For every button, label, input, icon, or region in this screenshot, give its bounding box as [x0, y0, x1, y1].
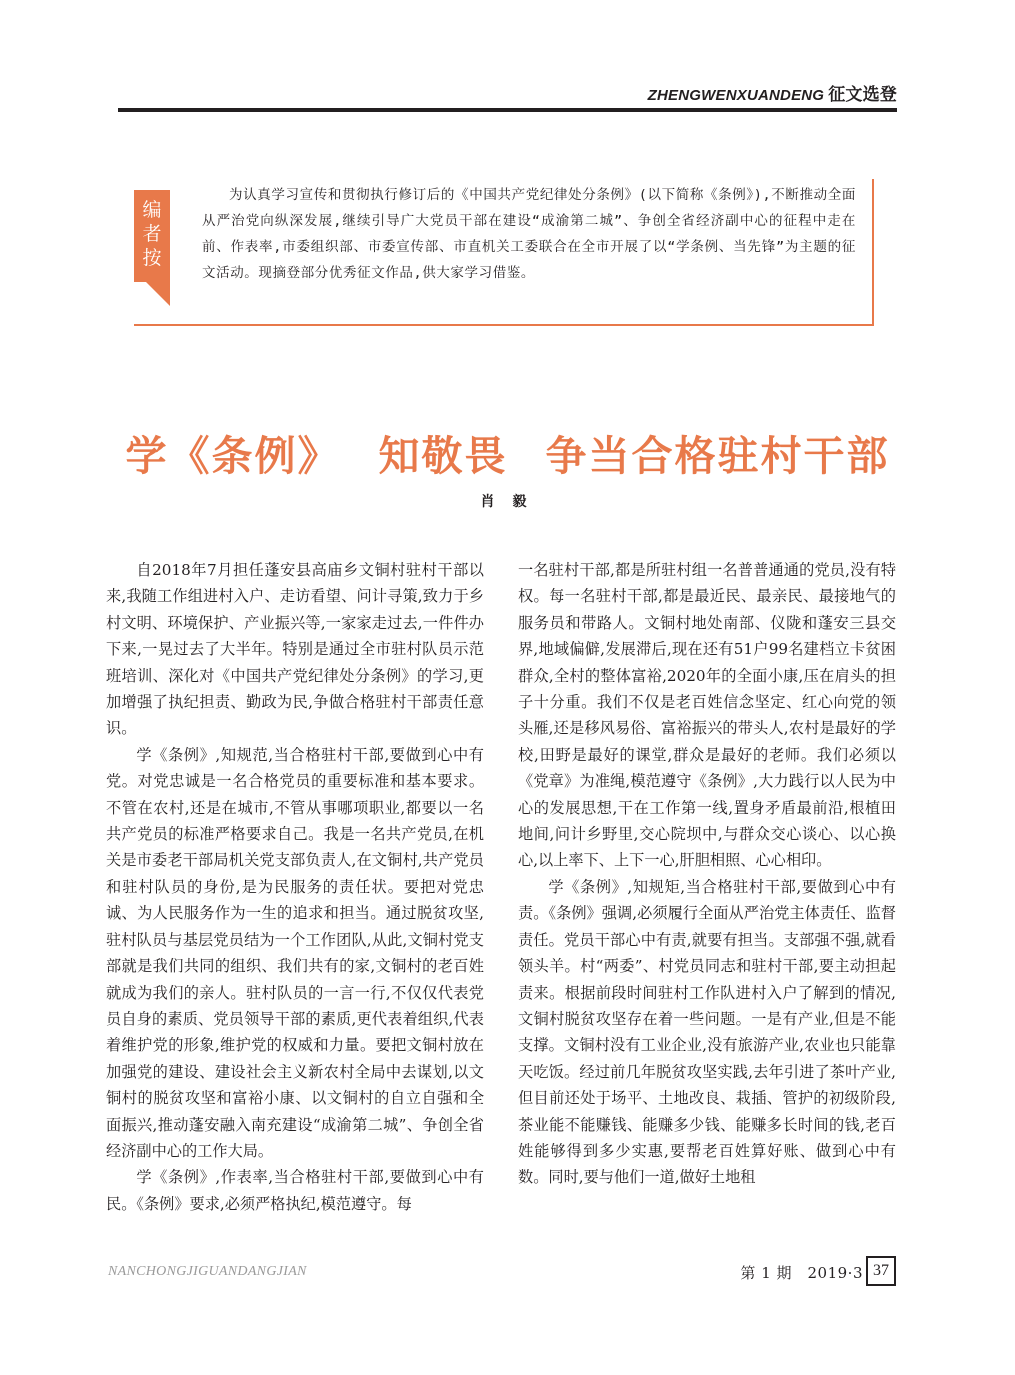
running-header	[648, 80, 897, 105]
editor-note-tag-corner	[146, 282, 170, 306]
editor-note-tag	[134, 190, 170, 282]
article-title-part: 知敬畏	[378, 432, 508, 480]
body-column-right	[518, 557, 896, 1191]
body-paragraph: 学《条例》,作表率,当合格驻村干部,要做到心中有民。《条例》要求,必须严格执纪,模范遵守。每	[106, 1168, 484, 1213]
editor-note-tag-char: 编	[142, 199, 162, 221]
article-title	[0, 423, 1015, 482]
body-paragraph: 学《条例》,知规范,当合格驻村干部,要做到心中有党。对党忠诚是一名合格党员的重要标准和基本要求。不管在农村,还是在城市,不管从事哪项职业,都要以一名共产党员的标准严格要求自己。我是一名共产党员,在机关是市委老干部局机关党支部负责人,在文铜村,共产党员和驻村队员的身份,是为民服务的责任状。要把对党忠诚、为人民服务作为一生的追求和担当。通过脱贫攻坚,驻村队员与基层党员结为一个工作团队,从此,文铜村党支部就是我们共同的组织、我们共有的家,文铜村的老百姓就成为我们的亲人。驻村队员的一言一行,不仅仅代表党员自身的素质、党员领导干部的素质,更代表着组织,代表着维护党的形象,维护党的权威和力量。要把文铜村放在加强党的建设、建设社会主义新农村全局中去谋划,以文铜村的脱贫攻坚和富裕小康、以文铜村的自立自强和全面振兴,推动蓬安融入南充建设“成渝第二城”、争创全省经济副中心的工作大局。	[106, 745, 484, 1160]
body-paragraph-continued: 一名驻村干部,都是所驻村组一名普普通通的党员,没有特权。每一名驻村干部,都是最近民、最亲民、最接地气的服务员和带路人。文铜村地处南部、仪陇和蓬安三县交界,地域偏僻,发展滞后,现在还有51户99名建档立卡贫困群众,全村的整体富裕,2020年的全面小康,压在肩头的担子十分重。我们不仅是老百姓信念坚定、红心向党的领头雁,还是移风易俗、富裕振兴的带头人,农村是最好的学校,田野是最好的课堂,群众是最好的老师。我们必须以《党章》为准绳,模范遵守《条例》,大力践行以人民为中心的发展思想,干在工作第一线,置身矛盾最前沿,根植田地间,问计乡野里,交心院坝中,与群众交心谈心、以心换心,以上率下、上下一心,肝胆相照、心心相印。	[518, 561, 896, 870]
running-header-cn: 征文选登	[828, 85, 897, 104]
page-number: 37	[866, 1256, 896, 1286]
header-rule	[118, 108, 897, 112]
body-column-left	[106, 557, 484, 1217]
editor-note-tag-char: 者	[142, 223, 162, 245]
editor-note-text: 为认真学习宣传和贯彻执行修订后的《中国共产党纪律处分条例》(以下简称《条例》),不断推动全面从严治党向纵深发展,继续引导广大党员干部在建设“成渝第二城”、争创全省经济副中心的征程中走在前、作表率,市委组织部、市委宣传部、市直机关工委联合在全市开展了以“学条例、当先锋”为主题的征文活动。现摘登部分优秀征文作品,供大家学习借鉴。	[202, 187, 856, 281]
editor-note-tag-char: 按	[142, 247, 162, 269]
running-header-latin: ZHENGWENXUANDENG	[647, 87, 825, 104]
footer-issue: 第 1 期 2019·3	[740, 1264, 863, 1282]
article-author: 肖毅	[480, 494, 545, 510]
body-paragraph: 自2018年7月担任蓬安县高庙乡文铜村驻村干部以来,我随工作组进村入户、走访看望、问计寻策,致力于乡村文明、环境保护、产业振兴等,一家家走过去,一件件办下来,一晃过去了大半年。特别是通过全市驻村队员示范班培训、深化对《中国共产党纪律处分条例》的学习,更加增强了执纪担责、勤政为民,争做合格驻村干部责任意识。	[106, 561, 484, 738]
article-title-part: 学《条例》	[125, 432, 341, 480]
article-title-part: 争当合格驻村干部	[545, 432, 890, 480]
body-paragraph: 学《条例》,知规矩,当合格驻村干部,要做到心中有责。《条例》强调,必须履行全面从严治党主体责任、监督责任。党员干部心中有责,就要有担当。支部强不强,就看领头羊。村“两委”、村党员同志和驻村干部,要主动担起责来。根据前段时间驻村工作队进村入户了解到的情况,文铜村脱贫攻坚存在着一些问题。一是有产业,但是不能支撑。文铜村没有工业企业,没有旅游产业,农业也只能靠天吃饭。经过前几年脱贫攻坚实践,去年引进了茶叶产业,但目前还处于场平、土地改良、栽插、管护的初级阶段,茶业能不能赚钱、能赚多少钱、能赚多长时间的钱,老百姓能够得到多少实惠,要帮老百姓算好账、做到心中有数。同时,要与他们一道,做好土地租	[518, 877, 896, 1187]
footer-journal-name: NANCHONGJIGUANDANGJIAN	[108, 1264, 307, 1279]
